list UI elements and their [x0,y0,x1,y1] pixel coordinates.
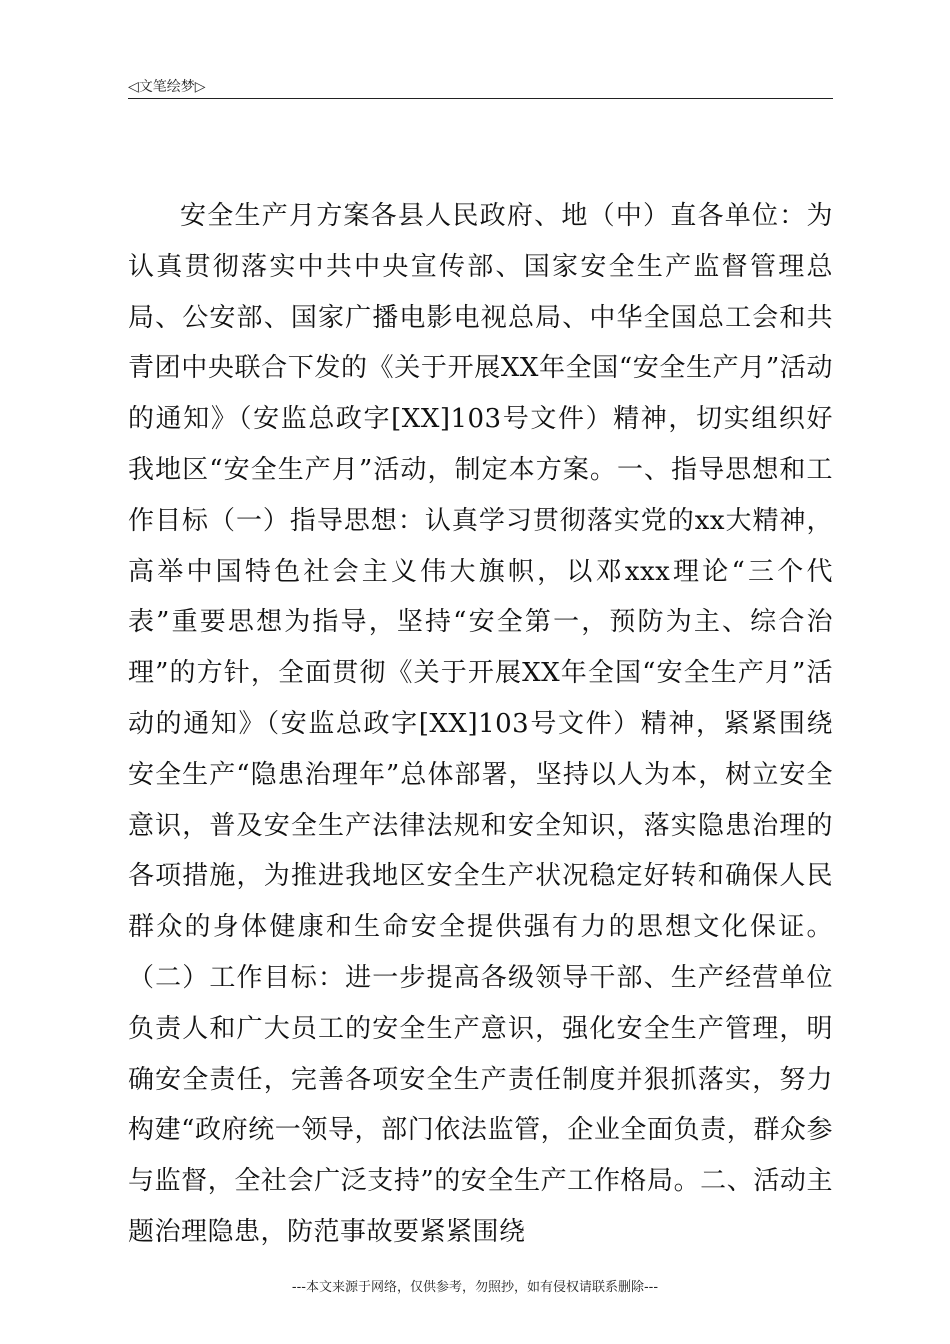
page-footer-disclaimer: ---本文来源于网络，仅供参考，勿照抄，如有侵权请联系删除--- [291,1280,659,1295]
page-header [128,74,833,99]
document-body-paragraph: 安全生产月方案各县人民政府、地（中）直各单位：为认真贯彻落实中共中央宣传部、国家安全生产监督管理总局、公安部、国家广播电影电视总局、中华全国总工会和共青团中央联合下发的《关于开展XX年全国“安全生产月”活动的通知》（安监总政字[XX]103号文件）精神，切实组织好我地区“安全生产月”活动，制定本方案。一、指导思想和工作目标（一）指导思想：认真学习贯彻落实党的xx大精神，高举中国特色社会主义伟大旗帜，以邓xxx理论“三个代表”重要思想为指导，坚持“安全第一，预防为主、综合治理”的方针，全面贯彻《关于开展XX年全国“安全生产月”活动的通知》（安监总政字[XX]103号文件）精神，紧紧围绕安全生产“隐患治理年”总体部署，坚持以人为本，树立安全意识，普及安全生产法律法规和安全知识，落实隐患治理的各项措施，为推进我地区安全生产状况稳定好转和确保人民群众的身体健康和生命安全提供强有力的思想文化保证。（二）工作目标：进一步提高各级领导干部、生产经营单位负责人和广大员工的安全生产意识，强化安全生产管理，明确安全责任，完善各项安全生产责任制度并狠抓落实，努力构建“政府统一领导，部门依法监管，企业全面负责，群众参与监督，全社会广泛支持”的安全生产工作格局。二、活动主题治理隐患，防范事故要紧紧围绕 [128,201,833,1247]
header-title: ◁文笔绘梦▷ [128,79,206,95]
